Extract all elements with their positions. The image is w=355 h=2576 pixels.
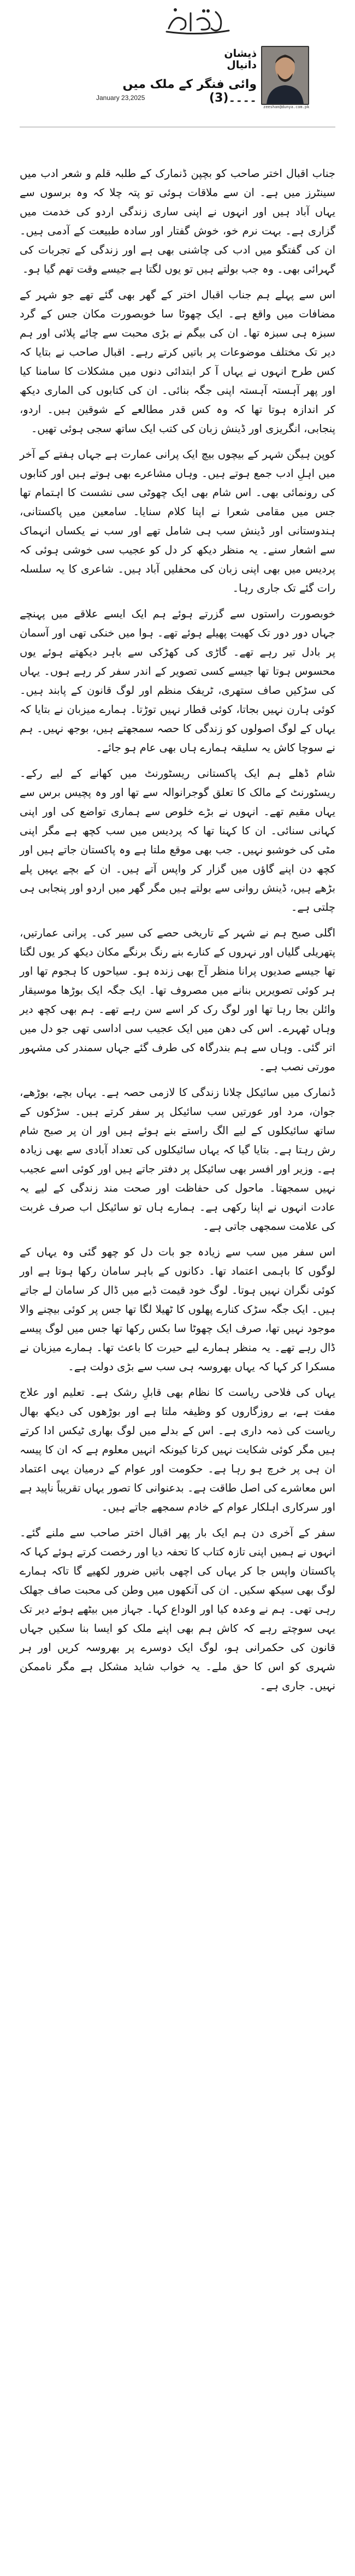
article-paragraph: خوبصورت راستوں سے گزرتے ہوئے ہم ایک ایسے علاقے میں پہنچے جہاں دور دور تک کھیت پھیلے ہوئے تھے۔ ہوا میں خنکی تھی اور آسمان پر بادل تیر رہے تھے۔ گاڑی کی کھڑکی سے باہر دیکھتے ہوئے یوں محسوس ہوتا تھا جیسے کسی تصویر کے اندر سفر کر رہے ہوں۔ یہاں کی سڑکیں صاف ستھری، ٹریفک منظم اور لوگ قانون کے پابند ہیں۔ کوئی ہارن نہیں بجاتا، کوئی قطار نہیں توڑتا۔ ہمارے میزبان نے بتایا کہ یہاں کے لوگ اصولوں کو زندگی کا حصہ سمجھتے ہیں، بوجھ نہیں۔ ہم نے سوچا کاش یہ سلیقہ ہمارے ہاں بھی عام ہو جائے۔ — [20, 608, 335, 754]
author-photo — [261, 46, 309, 105]
article-paragraph: جناب اقبال اختر صاحب کو بچپن ڈنمارک کے طلبہ قلم و شعر ادب میں سینٹرز میں ہے۔ ان سے ملاقات ہوئی تو پتہ چلا کہ وہ برسوں سے یہاں آباد ہیں اور انہوں نے اپنی ساری زندگی اردو کی خدمت میں گزاری ہے۔ بہت نرم خو، خوش گفتار اور سادہ طبیعت کے آدمی ہیں۔ ان کی گفتگو میں ادب کی چاشنی بھی ہے اور زندگی کے تجربات کی گہرائی بھی۔ وہ جب بولتے ہیں تو یوں لگتا ہے جیسے وقت تھم گیا ہو۔ — [20, 167, 335, 275]
article-paragraph: اگلی صبح ہم نے شہر کے تاریخی حصے کی سیر کی۔ پرانی عمارتیں، پتھریلی گلیاں اور نہروں کے کنارے بنے رنگ برنگے مکان دیکھ کر یوں لگتا تھا جیسے صدیوں پرانا منظر آج بھی زندہ ہو۔ سیاحوں کا ہجوم تھا اور ہر کوئی تصویریں بنانے میں مصروف تھا۔ ایک جگہ ایک بوڑھا موسیقار وائلن بجا رہا تھا اور لوگ رک کر اسے سن رہے تھے۔ ہم بھی کچھ دیر وہاں ٹھہرے۔ اس کی دھن میں ایک عجیب سی اداسی تھی جو دل میں اتر گئی۔ وہاں سے ہم بندرگاہ کی طرف گئے جہاں سمندر کی مشہور مورتی نصب ہے۔ — [20, 927, 335, 1073]
article-paragraph: ڈنمارک میں سائیکل چلانا زندگی کا لازمی حصہ ہے۔ یہاں بچے، بوڑھے، جوان، مرد اور عورتیں سب سائیکل پر سفر کرتے ہیں۔ سڑکوں کے ساتھ سائیکلوں کے لیے الگ راستے بنے ہوئے ہیں اور ان پر صبح شام رش رہتا ہے۔ بتایا گیا کہ یہاں سائیکلوں کی تعداد آبادی سے بھی زیادہ ہے۔ وزیر اور افسر بھی سائیکل پر دفتر جاتے ہیں اور کوئی اسے عجیب نہیں سمجھتا۔ ماحول کی حفاظت اور صحت مند زندگی کے لیے یہ عادت انہوں نے اپنا رکھی ہے۔ ہمارے ہاں تو سائیکل اب صرف غربت کی علامت سمجھی جاتی ہے۔ — [20, 1086, 335, 1233]
article-paragraph: سفر کے آخری دن ہم ایک بار پھر اقبال اختر صاحب سے ملنے گئے۔ انہوں نے ہمیں اپنی تازہ کتاب کا تحفہ دیا اور رخصت کرتے ہوئے کہا کہ پاکستان واپس جا کر یہاں کی اچھی باتیں ضرور لکھیے گا تاکہ ہمارے لوگ بھی سیکھ سکیں۔ ان کی آنکھوں میں وطن کی محبت صاف جھلک رہی تھی۔ ہم نے وعدہ کیا اور الوداع کہا۔ جہاز میں بیٹھے ہوئے دیر تک یہی سوچتے رہے کہ کاش ہم بھی اپنے ملک کو ایسا بنا سکیں جہاں قانون کی حکمرانی ہو، لوگ ایک دوسرے پر بھروسہ کریں اور ہر شہری کو اس کا حق ملے۔ یہ خواب شاید مشکل ہے مگر ناممکن نہیں۔ جاری ہے۔ — [20, 1526, 335, 1692]
dunya-newspaper-logo-icon — [159, 4, 235, 38]
article-paragraph: اس سفر میں سب سے زیادہ جو بات دل کو چھو گئی وہ یہاں کے لوگوں کا باہمی اعتماد تھا۔ دکانوں کے باہر سامان رکھا ہوتا ہے اور کوئی نگران نہیں ہوتا۔ لوگ خود قیمت ڈبے میں ڈال کر سامان لے جاتے ہیں۔ ایک جگہ سڑک کنارے پھلوں کا ٹھیلا لگا تھا جس پر کوئی بیچنے والا موجود نہیں تھا، صرف ایک چھوٹا سا بکس رکھا تھا جس میں لوگ پیسے ڈال رہے تھے۔ یہ منظر ہمارے لیے حیرت کا باعث تھا۔ ہمارے میزبان نے مسکرا کر کہا کہ یہاں بھروسہ ہی سب سے بڑی دولت ہے۔ — [20, 1246, 335, 1373]
author-email: zeeshan@dunya.com.pk — [263, 105, 310, 109]
article-body — [20, 164, 335, 1695]
author-portrait-icon — [262, 47, 308, 104]
column-title: وائی فنگر کے ملک میں ۔۔۔۔(3) — [122, 78, 257, 105]
author-name: ذیشان دانیال — [224, 48, 257, 71]
byline — [96, 46, 309, 111]
dunya-logo — [159, 4, 235, 38]
article-paragraph: یہاں کی فلاحی ریاست کا نظام بھی قابلِ رشک ہے۔ تعلیم اور علاج مفت ہے، بے روزگاروں کو وظیفہ ملتا ہے اور بوڑھوں کی دیکھ بھال ریاست کی ذمہ داری ہے۔ اس کے بدلے میں لوگ بھاری ٹیکس ادا کرتے ہیں مگر کوئی شکایت نہیں کرتا کیونکہ انہیں معلوم ہے کہ ان کا پیسہ ان ہی پر خرچ ہو رہا ہے۔ حکومت اور عوام کے درمیان یہی اعتماد اس معاشرے کی اصل طاقت ہے۔ بدعنوانی کا تصور یہاں تقریباً ناپید ہے اور سرکاری اہلکار عوام کے خادم سمجھے جاتے ہیں۔ — [19, 1386, 335, 1513]
publish-date: January 23,2025 — [96, 94, 145, 102]
article-paragraph: کوپن ہیگن شہر کے بیچوں بیچ ایک پرانی عمارت ہے جہاں ہفتے کے آخر میں اہلِ ادب جمع ہوتے ہیں۔ وہاں مشاعرے بھی ہوتے ہیں اور کتابوں کی رونمائی بھی۔ اس شام بھی ایک چھوٹی سی نشست کا اہتمام تھا جس میں مقامی شعرا نے اپنا کلام سنایا۔ سامعین میں پاکستانی، ہندوستانی اور ڈینش سب ہی شامل تھے اور سب نے یکساں انہماک سے اشعار سنے۔ یہ منظر دیکھ کر دل کو عجیب سی خوشی ہوئی کہ پردیس میں بھی اپنی زبان کی محفلیں آباد ہیں۔ شاعری کا یہ سلسلہ رات گئے تک جاری رہا۔ — [20, 448, 335, 594]
column-header — [20, 0, 335, 164]
article-paragraph: شام ڈھلے ہم ایک پاکستانی ریسٹورنٹ میں کھانے کے لیے رکے۔ ریسٹورنٹ کے مالک کا تعلق گوجرانوالہ سے تھا اور وہ پچیس برس سے یہاں مقیم تھے۔ انہوں نے بڑے خلوص سے ہماری تواضع کی اور اپنی کہانی سنائی۔ ان کا کہنا تھا کہ پردیس میں سب کچھ ہے مگر اپنی مٹی کی خوشبو نہیں۔ جب بھی موقع ملتا ہے وہ پاکستان جاتے ہیں اور کچھ دن اپنے گاؤں میں گزار کر واپس آتے ہیں۔ ان کے بچے یہیں پلے بڑھے ہیں، ڈینش روانی سے بولتے ہیں مگر گھر میں اردو اور پنجابی ہی چلتی ہے۔ — [20, 767, 335, 913]
article-paragraph: اس سے پہلے ہم جناب اقبال اختر کے گھر بھی گئے تھے جو شہر کے مضافات میں واقع ہے۔ ایک چھوٹا سا خوبصورت مکان جس کے گرد سبزہ ہی سبزہ تھا۔ ان کی بیگم نے بڑی محبت سے چائے پلائی اور ہم دیر تک مختلف موضوعات پر باتیں کرتے رہے۔ اقبال صاحب نے بتایا کہ کس طرح انہوں نے یہاں آ کر ابتدائی دنوں میں مشکلات کا سامنا کیا اور پھر آہستہ آہستہ اپنی جگہ بنائی۔ ان کی کتابوں کی الماری دیکھ کر اندازہ ہوتا تھا کہ وہ کس قدر مطالعے کے شوقین ہیں۔ اردو، پنجابی، انگریزی اور ڈینش زبان کی کتب ایک ساتھ سجی ہوئی تھیں۔ — [20, 288, 335, 435]
